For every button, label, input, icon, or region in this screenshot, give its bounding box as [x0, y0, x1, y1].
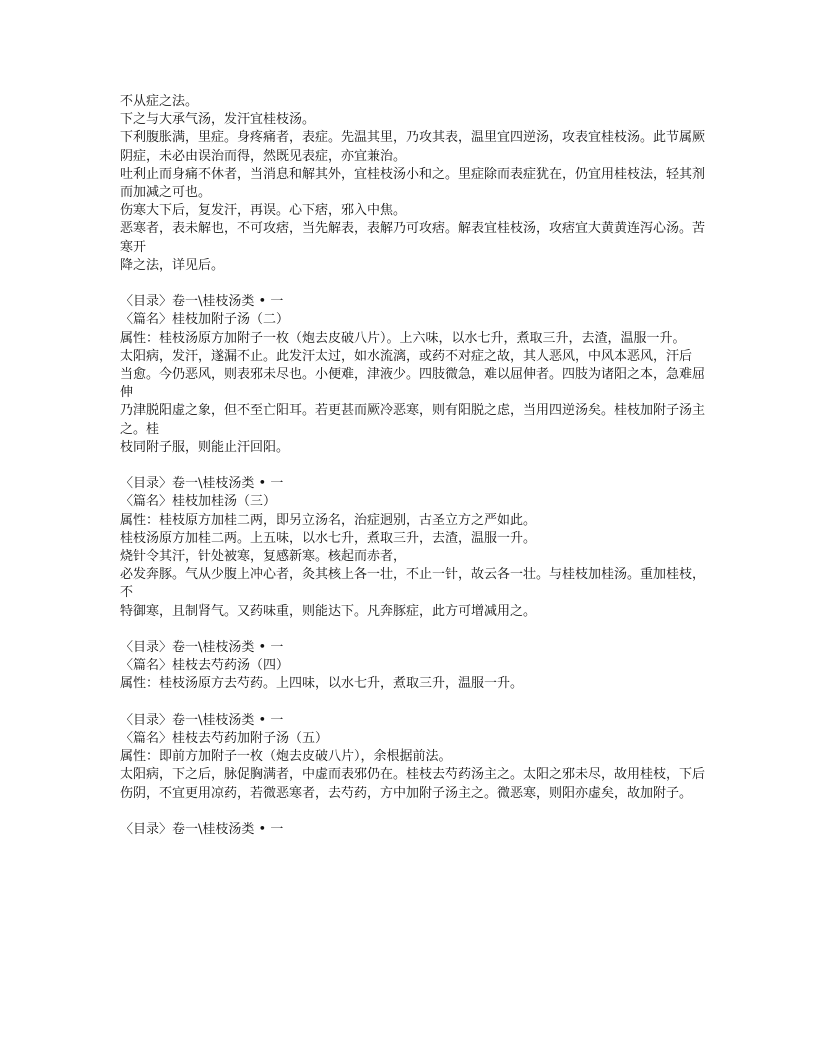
catalog-line: 〈目录〉卷一\桂枝汤类 • 一 [120, 294, 284, 310]
text-block [120, 712, 710, 803]
catalog-line: 〈目录〉卷一\桂枝汤类 • 一 [120, 712, 284, 728]
text-line: 属性：即前方加附子一枚（炮去皮破八片），余根据前法。 [120, 749, 452, 765]
text-line: 属性：桂枝汤原方加附子一枚（炮去皮破八片）。上六味，以水七升，煮取三升，去渣，温服一升。 [120, 330, 686, 346]
text-line: 阴症，未必由误治而得，然既见表症，亦宜兼治。 [120, 148, 407, 164]
text-line: 不从症之法。 [120, 94, 199, 109]
text-line: 下利腹胀满，里症。身疼痛者，表症。先温其里，乃攻其表，温里宜四逆汤，攻表宜桂枝汤。此节属厥 [120, 130, 706, 146]
blank-line [120, 457, 710, 475]
chapter-title: 〈篇名〉桂枝加附子汤（二） [120, 312, 290, 328]
blank-line [120, 694, 710, 712]
text-block [120, 293, 710, 457]
text-line: 特御寒，且制肾气。又药味重，则能达下。凡奔豚症，此方可增减用之。 [120, 603, 537, 619]
document-page [120, 93, 710, 839]
text-line: 伤寒大下后，复发汗，再误。心下痞，邪入中焦。 [120, 203, 407, 219]
text-line: 吐利止而身痛不休者，当消息和解其外，宜桂枝汤小和之。里症除而表症犹在，仍宜用桂枝法，轻其剂 [120, 166, 706, 182]
text-line: 下之与大承气汤，发汗宜桂枝汤。 [120, 112, 316, 128]
text-line: 属性：桂枝汤原方去芍药。上四味，以水七升，煮取三升，温服一升。 [120, 676, 524, 692]
text-block [120, 93, 710, 275]
blank-line [120, 803, 710, 821]
text-line: 太阳病，发汗，遂漏不止。此发汗太过，如水流漓，或药不对症之故，其人恶风，中风本恶风，汗后 [120, 348, 693, 364]
catalog-line: 〈目录〉卷一\桂枝汤类 • 一 [120, 476, 284, 492]
text-block [120, 475, 710, 621]
text-line: 桂枝汤原方加桂二两。上五味，以水七升，煮取三升，去渣，温服一升。 [120, 530, 537, 546]
text-line: 而加减之可也。 [120, 185, 212, 201]
blank-line [120, 275, 710, 293]
text-line: 烧针令其汗，针处被寒，复感新寒。核起而赤者， [120, 549, 407, 565]
text-line: 必发奔豚。气从少腹上冲心者，灸其核上各一壮，不止一针，故云各一壮。与桂枝加桂汤。重加桂枝，不 [120, 567, 706, 601]
text-block [120, 821, 710, 839]
text-line: 恶寒者，表未解也，不可攻痞，当先解表，表解乃可攻痞。解表宜桂枝汤，攻痞宜大黄黄连泻心汤。苦寒开 [120, 221, 706, 255]
text-line: 当愈。今仍恶风，则表邪未尽也。小便难，津液少。四肢微急，难以屈伸者。四肢为诸阳之本，急难屈伸 [120, 367, 706, 401]
blank-line [120, 621, 710, 639]
catalog-line: 〈目录〉卷一\桂枝汤类 • 一 [120, 640, 284, 656]
text-line: 枝同附子服，则能止汗回阳。 [120, 439, 290, 455]
chapter-title: 〈篇名〉桂枝去芍药汤（四） [120, 658, 290, 674]
text-line: 伤阴，不宜更用凉药，若微恶寒者，去芍药，方中加附子汤主之。微恶寒，则阳亦虚矣，故加附子。 [120, 785, 693, 801]
text-block [120, 639, 710, 694]
text-line: 属性：桂枝原方加桂二两，即另立汤名，治症迥别，古圣立方之严如此。 [120, 512, 537, 528]
chapter-title: 〈篇名〉桂枝加桂汤（三） [120, 494, 277, 510]
catalog-line: 〈目录〉卷一\桂枝汤类 • 一 [120, 822, 284, 838]
text-line: 降之法，详见后。 [120, 257, 225, 273]
text-line: 乃津脱阳虚之象，但不至亡阳耳。若更甚而厥冷恶寒，则有阳脱之虑，当用四逆汤矣。桂枝加附子汤主之。桂 [120, 403, 706, 437]
text-line: 太阳病，下之后，脉促胸满者，中虚而表邪仍在。桂枝去芍药汤主之。太阳之邪未尽，故用桂枝，下后 [120, 767, 706, 783]
chapter-title: 〈篇名〉桂枝去芍药加附子汤（五） [120, 731, 329, 747]
